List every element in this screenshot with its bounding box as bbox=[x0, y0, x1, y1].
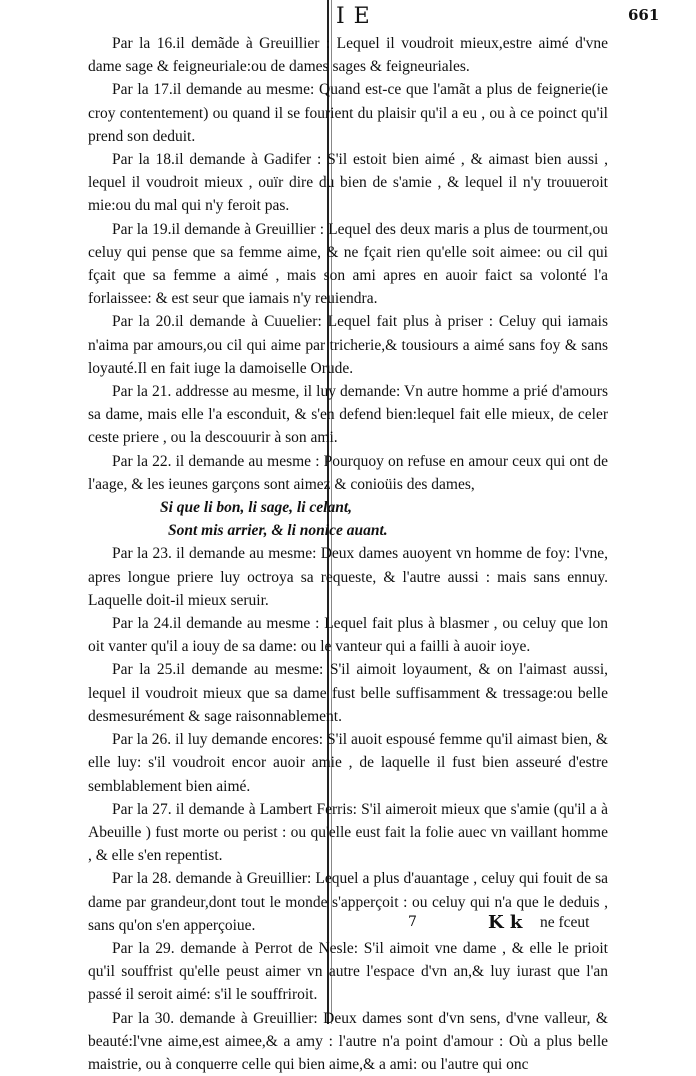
page-footer bbox=[0, 912, 696, 942]
paragraph: Par la 21. addresse au mesme, il luy demande: Vn autre homme a prié d'amours sa dame, mais elle l'a esconduit, & s'en defend bien:lequel fait elle mieux, de celer ceste priere , ou la descouurir à son ami. bbox=[88, 383, 608, 447]
paragraph: Par la 29. demande à Perrot de Nesle: S'il aimoit vne dame , & elle le prioit qu'il souffrist qu'elle peust aimer vn autre l'espace d'vn an,& luy iurast que l'an passé il seroit aimé: s'il le souffriroit. bbox=[88, 939, 608, 1004]
page-header bbox=[0, 4, 696, 30]
paragraph: Par la 20.il demande à Cuuelier: Lequel fait plus à priser : Celuy qui iamais n'aima par amours,ou cil qui aime par tricherie,& tousiours a aimé sans foy & sans loyauté.Il en fait iuge la damoiselle Orude. bbox=[88, 313, 608, 377]
verse-line: Sont mis arrier, & li nonice auant. bbox=[168, 522, 388, 540]
paragraph: Par la 30. demande à Greuillier: Deux dames sont d'vn sens, d'vne valleur, & beauté:l'vne aime,est aimee,& a amy : l'autre n'a point d'amour : Où a plus belle maistrie, ou à conquerre celle qui bien aime,& a ami: ou l'autre qui onc bbox=[88, 1009, 608, 1073]
paragraph: Par la 25.il demande au mesme: S'il aimoit loyaument, & on l'aimast aussi, lequel il voudroit mieux que sa dame fust belle suffisamment & tressage:ou belle desmesurément & sage raisonnablement. bbox=[88, 661, 608, 725]
paragraph: Par la 27. il demande à Lambert Ferris: S'il aimeroit mieux que s'amie (qu'il a à Abeuille ) fust morte ou perist : ou qu'elle eust fait la folie auec vn vaillant homme , & elle s'en repentist. bbox=[88, 800, 608, 865]
paragraph: Par la 23. il demande au mesme: Deux dames auoyent vn homme de foy: l'vne, apres longue priere luy octroya sa requeste, & l'autre aussi : mais sans ennuy. Laquelle doit-il mieux seruir. bbox=[88, 545, 608, 609]
paragraph: Par la 24.il demande au mesme : Lequel fait plus à blasmer , ou celuy que lon oit vanter qu'il a iouy de sa dame: ou le vanteur qui a failli à auoir ioye. bbox=[88, 615, 608, 656]
verse-line: Si que li bon, li sage, li celant, bbox=[160, 499, 353, 517]
paragraph: Par la 18.il demande à Gadifer : S'il estoit bien aimé , & aimast bien aussi , lequel il voudroit mieux , ouïr dire du bien de s'amie , & lequel il n'y trouueroit mie:ou du mal qui n'y feroit pas. bbox=[88, 151, 608, 215]
paragraph: Par la 19.il demande à Greuillier : Lequel des deux maris a plus de tourment,ou celuy qui pense que sa femme aime, & ne fçait rien qu'elle soit aimee: ou cil qui fçait que sa femme a aimé , mais son ami apres en auoir faict sa volonté l'a forlaissee: & est seur que iamais n'y reuiendra. bbox=[88, 220, 608, 308]
paragraph: Par la 17.il demande au mesme: Quand est-ce que l'amãt a plus de feignerie(ie croy contentement) ou quand il se fourient du plaisir qu'il a eu , ou à ce poinct qu'il prend son deduit. bbox=[88, 81, 608, 145]
paragraph: Par la 28. demande à Greuillier: Lequel a plus d'auantage , celuy qui fouit de sa dame par grandeur,dont tout le monde s'apperçoit : ou celuy qui n'a que le deduis , sans qu'on s'en apperçoiue. bbox=[88, 870, 608, 934]
paragraph: Par la 16.il demãde à Greuillier : Lequel il voudroit mieux,estre aimé d'vne dame sage & feigneuriale:ou de dames sages & feigneuriales. bbox=[88, 35, 608, 76]
paragraph: Par la 26. il luy demande encores: S'il auoit espousé femme qu'il aimast bien, & elle luy: s'il voudroit encor auoir amie , de laquelle il fust bien asseuré d'estre semblablement bien aimé. bbox=[88, 731, 608, 795]
paragraph: Par la 22. il demande au mesme : Pourquoy on refuse en amour ceux qui ont de l'aage, & les ieunes garçons sont aimez & conioüis des dames, bbox=[88, 452, 608, 493]
catchword: ne fceut bbox=[540, 914, 590, 931]
page-number: 661 bbox=[628, 6, 660, 24]
gathering-signature: K k bbox=[488, 912, 523, 933]
running-head: I E bbox=[336, 4, 371, 29]
signature-mark: 7 bbox=[408, 914, 417, 930]
